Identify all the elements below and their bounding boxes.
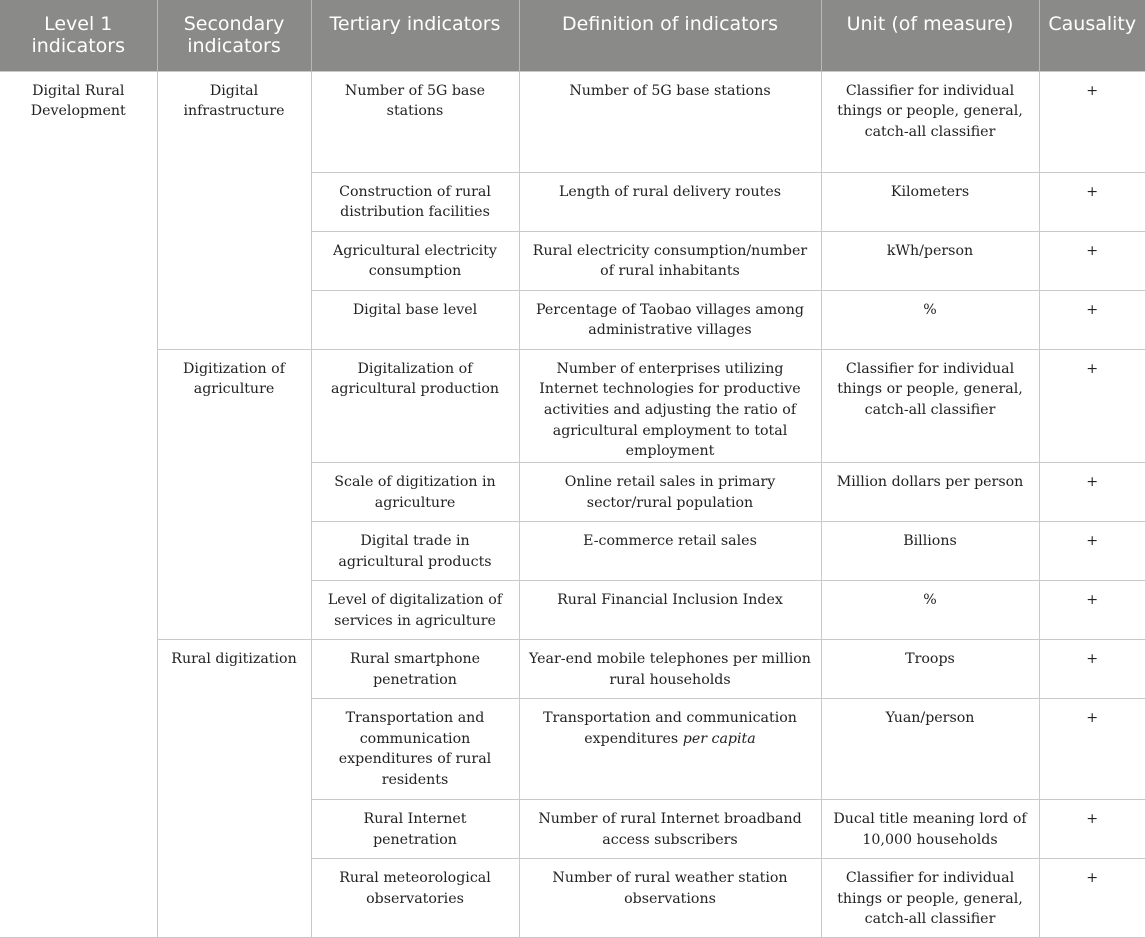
tertiary-cell: Rural smartphone penetration bbox=[311, 640, 519, 699]
definition-cell: Online retail sales in primary sector/rural population bbox=[519, 463, 821, 522]
causality-cell: + bbox=[1039, 699, 1145, 800]
causality-cell: + bbox=[1039, 640, 1145, 699]
tertiary-cell: Level of digitalization of services in agriculture bbox=[311, 581, 519, 640]
definition-cell bbox=[519, 699, 821, 800]
header-causality: Causality bbox=[1039, 0, 1145, 71]
definition-cell: Number of enterprises utilizing Internet technologies for productive activities and adjusting the ratio of agricultural employment to total employment bbox=[519, 349, 821, 463]
tertiary-cell: Digital trade in agricultural products bbox=[311, 522, 519, 581]
unit-cell: Ducal title meaning lord of 10,000 households bbox=[821, 800, 1039, 859]
header-level1: Level 1 indicators bbox=[0, 0, 157, 71]
definition-cell: Rural Financial Inclusion Index bbox=[519, 581, 821, 640]
tertiary-cell: Construction of rural distribution facilities bbox=[311, 172, 519, 231]
unit-cell: Classifier for individual things or people, general, catch-all classifier bbox=[821, 71, 1039, 172]
unit-cell: Troops bbox=[821, 640, 1039, 699]
header-unit: Unit (of measure) bbox=[821, 0, 1039, 71]
unit-cell: Yuan/person bbox=[821, 699, 1039, 800]
definition-italic-text: per capita bbox=[682, 730, 756, 747]
header-definition: Definition of indicators bbox=[519, 0, 821, 71]
header-secondary: Secondary indicators bbox=[157, 0, 311, 71]
unit-cell: Billions bbox=[821, 522, 1039, 581]
tertiary-cell: Number of 5G base stations bbox=[311, 71, 519, 172]
unit-cell: kWh/person bbox=[821, 231, 1039, 290]
secondary-cell: Rural digitization bbox=[157, 640, 311, 938]
causality-cell: + bbox=[1039, 71, 1145, 172]
definition-cell: Rural electricity consumption/number of rural inhabitants bbox=[519, 231, 821, 290]
causality-cell: + bbox=[1039, 172, 1145, 231]
table-body bbox=[0, 71, 1145, 938]
tertiary-cell: Scale of digitization in agriculture bbox=[311, 463, 519, 522]
header-row bbox=[0, 0, 1145, 71]
tertiary-cell: Transportation and communication expenditures of rural residents bbox=[311, 699, 519, 800]
definition-cell: Length of rural delivery routes bbox=[519, 172, 821, 231]
causality-cell: + bbox=[1039, 463, 1145, 522]
table-row bbox=[0, 640, 1145, 699]
definition-cell: Percentage of Taobao villages among administrative villages bbox=[519, 290, 821, 349]
table-row bbox=[0, 349, 1145, 463]
secondary-cell: Digitization of agriculture bbox=[157, 349, 311, 640]
unit-cell: Million dollars per person bbox=[821, 463, 1039, 522]
tertiary-cell: Digital base level bbox=[311, 290, 519, 349]
causality-cell: + bbox=[1039, 581, 1145, 640]
causality-cell: + bbox=[1039, 231, 1145, 290]
table-row bbox=[0, 71, 1145, 172]
unit-cell: Classifier for individual things or people, general, catch-all classifier bbox=[821, 349, 1039, 463]
tertiary-cell: Agricultural electricity consumption bbox=[311, 231, 519, 290]
causality-cell: + bbox=[1039, 800, 1145, 859]
tertiary-cell: Rural Internet penetration bbox=[311, 800, 519, 859]
causality-cell: + bbox=[1039, 290, 1145, 349]
definition-cell: Number of rural Internet broadband access subscribers bbox=[519, 800, 821, 859]
unit-cell: Kilometers bbox=[821, 172, 1039, 231]
causality-cell: + bbox=[1039, 859, 1145, 938]
header-tertiary: Tertiary indicators bbox=[311, 0, 519, 71]
definition-cell: E-commerce retail sales bbox=[519, 522, 821, 581]
causality-cell: + bbox=[1039, 349, 1145, 463]
definition-text: Transportation and communication expenditures bbox=[543, 710, 797, 747]
unit-cell: Classifier for individual things or people, general, catch-all classifier bbox=[821, 859, 1039, 938]
definition-cell: Number of rural weather station observations bbox=[519, 859, 821, 938]
unit-cell: % bbox=[821, 290, 1039, 349]
causality-cell: + bbox=[1039, 522, 1145, 581]
tertiary-cell: Digitalization of agricultural production bbox=[311, 349, 519, 463]
secondary-cell: Digital infrastructure bbox=[157, 71, 311, 349]
unit-cell: % bbox=[821, 581, 1039, 640]
definition-cell: Number of 5G base stations bbox=[519, 71, 821, 172]
table-header bbox=[0, 0, 1145, 71]
definition-cell: Year-end mobile telephones per million rural households bbox=[519, 640, 821, 699]
level1-cell: Digital Rural Development bbox=[0, 71, 157, 938]
tertiary-cell: Rural meteorological observatories bbox=[311, 859, 519, 938]
